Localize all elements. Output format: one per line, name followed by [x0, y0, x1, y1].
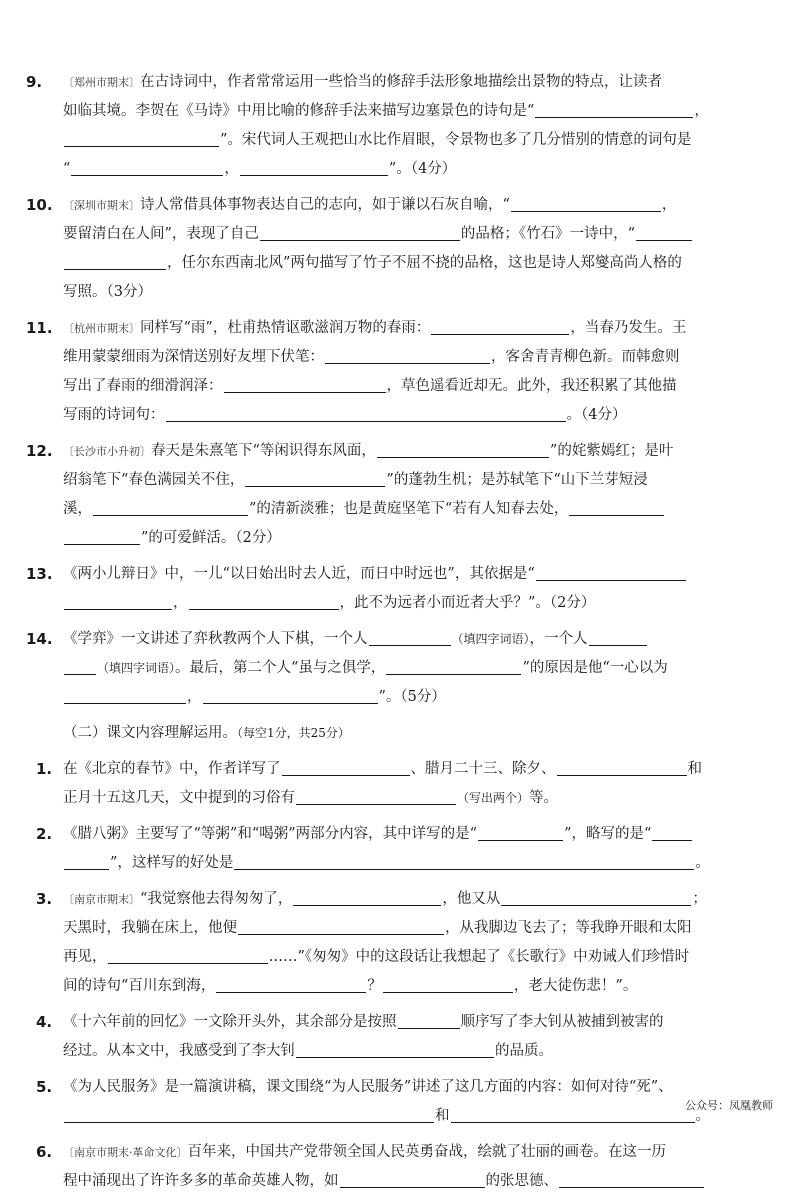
answer-blank[interactable]	[478, 839, 563, 841]
question-number: 6.	[36, 1143, 53, 1161]
answer-blank[interactable]	[64, 673, 96, 675]
question-text: ”。宋代词人王观把山水比作眉眼，令景物也多了几分惜别的情意的词句是	[220, 132, 692, 148]
question-text: 顺序写了李大钊从被捕到被害的	[460, 1014, 664, 1030]
answer-blank[interactable]	[398, 1027, 460, 1029]
source-tag: 〔深圳市期末〕	[63, 199, 140, 212]
question-text: ”的清新淡雅；也是黄庭坚笔下“若有人知春去处，	[249, 501, 569, 517]
question-text: “我觉察他去得匆匆了，	[140, 891, 293, 907]
question-text: 在《北京的春节》中，作者详写了	[63, 761, 281, 777]
question-number: 2.	[36, 825, 53, 843]
question-text: 《为人民服务》是一篇演讲稿，课文围绕“为人民服务”讲述了这几方面的内容：如何对待“死”、	[63, 1079, 673, 1095]
punctuation: ，	[224, 161, 239, 177]
answer-blank[interactable]	[383, 991, 513, 993]
answer-hint: （填四字词语）	[97, 661, 176, 675]
question-text: 的品质。	[495, 1043, 553, 1059]
punctuation: ，	[694, 103, 709, 119]
answer-blank[interactable]	[451, 1121, 695, 1123]
answer-blank[interactable]	[296, 1056, 494, 1058]
question-number: 3.	[36, 890, 53, 908]
question-number: 11.	[26, 319, 53, 337]
question-text: 天黑时，我躺在床上，他便	[63, 920, 237, 936]
question-text: 《十六年前的回忆》一文除开头外，其余部分是按照	[63, 1014, 397, 1030]
punctuation: ；	[692, 891, 707, 907]
answer-blank[interactable]	[369, 644, 451, 646]
question-text: 正月十五这几天，文中提到的习俗有	[63, 790, 295, 806]
answer-blank[interactable]	[108, 962, 268, 964]
question-14	[26, 625, 716, 712]
question-text: 溪，	[63, 501, 92, 517]
answer-blank[interactable]	[282, 774, 410, 776]
answer-blank[interactable]	[64, 543, 140, 545]
section-note: （每空1分，共25分）	[237, 726, 350, 740]
question-text: ”的可爱鲜活。（2分）	[141, 530, 281, 546]
question-text: 和	[687, 761, 702, 777]
answer-blank[interactable]	[325, 362, 490, 364]
section-heading	[36, 719, 716, 748]
punctuation: “	[63, 161, 71, 177]
punctuation: ，	[661, 197, 677, 213]
answer-blank[interactable]	[536, 579, 686, 581]
question-text: 同样写“雨”，杜甫热情讴歌滋润万物的春雨：	[140, 320, 431, 336]
question-text: ，老大徒伤悲！”。	[513, 978, 638, 994]
answer-blank[interactable]	[93, 514, 248, 516]
answer-blank[interactable]	[511, 210, 661, 212]
answer-blank[interactable]	[559, 1186, 704, 1188]
question-text: 百年来，中国共产党带领全国人民英勇奋战，绘就了壮丽的画卷。在这一历	[187, 1144, 666, 1160]
question-text: 诗人常借具体事物表达自己的志向，如于谦以石灰自喻，“	[140, 197, 510, 213]
answer-blank[interactable]	[589, 644, 647, 646]
answer-blank[interactable]	[340, 1186, 485, 1188]
answer-blank[interactable]	[71, 174, 223, 176]
question-text: 写雨的诗词句：	[63, 407, 165, 423]
answer-blank[interactable]	[260, 239, 460, 241]
question-text: 。最后，第二个人“虽与之俱学，	[175, 660, 386, 676]
punctuation: ？	[367, 978, 382, 994]
question-text: ，从我脚边飞去了；等我睁开眼和太阳	[445, 920, 692, 936]
source-tag: 〔郑州市期末〕	[63, 76, 140, 89]
question-text: 写出了春雨的细滑润泽：	[63, 378, 223, 394]
punctuation: ，	[187, 689, 202, 705]
answer-blank[interactable]	[501, 904, 691, 906]
question-9	[26, 68, 716, 184]
question-text: 程中涌现出了许许多多的革命英雄人物，如	[63, 1173, 339, 1189]
question-text: ，此不为远者小而近者大乎？”。（2分）	[339, 595, 596, 611]
question-text: 维用蒙蒙细雨为深情送别好友埋下伏笔：	[63, 349, 324, 365]
answer-hint: （写出两个）	[457, 791, 530, 805]
question-text: ”。（5分）	[378, 689, 446, 705]
answer-blank[interactable]	[189, 608, 339, 610]
source-tag: 〔长沙市小升初〕	[63, 445, 151, 458]
source-tag: 〔杭州市期末〕	[63, 322, 140, 335]
question-text: ”的蓬勃生机；是苏轼笔下“山下兰芽短浸	[386, 472, 648, 488]
source-tag: 〔南京市期末〕	[63, 893, 140, 906]
answer-blank[interactable]	[64, 145, 219, 147]
answer-blank[interactable]	[64, 268, 166, 270]
answer-hint: （填四字词语）	[451, 632, 530, 646]
question-12	[26, 437, 716, 553]
answer-blank[interactable]	[557, 774, 687, 776]
question-text: ”，这样写的好处是	[110, 855, 234, 871]
question-text: 如临其境。李贺在《马诗》中用比喻的修辞手法来描写边塞景色的诗句是“	[63, 103, 535, 119]
question-s4	[36, 1008, 716, 1066]
question-text: ，草色遥看近却无。此外，我还积累了其他描	[386, 378, 677, 394]
answer-blank[interactable]	[245, 485, 385, 487]
question-number: 9.	[26, 73, 43, 91]
answer-blank[interactable]	[240, 174, 388, 176]
question-text: 《学弈》一文讲述了弈秋教两个人下棋，一个人	[63, 631, 368, 647]
question-text: ”的姹紫嫣红；是叶	[549, 443, 674, 459]
question-text: ，客舍青青柳色新。而韩愈则	[491, 349, 680, 365]
question-number: 12.	[26, 442, 53, 460]
question-number: 13.	[26, 565, 53, 583]
question-text: ”的原因是他“一心以为	[522, 660, 668, 676]
question-text: ，一个人	[529, 631, 588, 647]
question-text: ”，略写的是“	[564, 826, 652, 842]
answer-blank[interactable]	[166, 420, 566, 422]
answer-blank[interactable]	[64, 1121, 434, 1123]
answer-blank[interactable]	[377, 456, 549, 458]
answer-blank[interactable]	[64, 868, 109, 870]
source-tag: 〔南京市期末·革命文化〕	[63, 1146, 188, 1159]
question-text: 的张思德、	[485, 1173, 558, 1189]
question-number: 4.	[36, 1013, 53, 1031]
answer-blank[interactable]	[386, 673, 521, 675]
question-text: 《腊八粥》主要写了“等粥”和“喝粥”两部分内容，其中详写的是“	[63, 826, 478, 842]
answer-blank[interactable]	[636, 239, 692, 241]
question-number: 10.	[26, 196, 53, 214]
question-text: 再见，	[63, 949, 107, 965]
answer-blank[interactable]	[216, 991, 366, 993]
question-s6	[36, 1138, 716, 1196]
answer-blank[interactable]	[224, 391, 386, 393]
question-text: 。（4分）	[566, 407, 627, 423]
question-13	[26, 560, 716, 618]
question-text: ，当春乃发生。王	[570, 320, 687, 336]
question-text: ，他又从	[442, 891, 501, 907]
question-number: 1.	[36, 760, 53, 778]
answer-blank[interactable]	[569, 514, 664, 516]
question-text: 绍翁笔下“春色满园关不住，	[63, 472, 245, 488]
answer-blank[interactable]	[535, 116, 693, 118]
question-text: 在古诗词中，作者常常运用一些恰当的修辞手法形象地描绘出景物的特点，让读者	[140, 74, 662, 90]
answer-blank[interactable]	[234, 868, 694, 870]
answer-blank[interactable]	[203, 702, 378, 704]
question-text: 等。	[529, 790, 559, 806]
question-text: ，任尔东西南北风”两句描写了竹子不屈不挠的品格，这也是诗人郑燮高尚人格的	[167, 255, 682, 271]
question-text: ……”《匆匆》中的这段话让我想起了《长歌行》中劝诫人们珍惜时	[268, 949, 690, 965]
question-text: 写照。（3分）	[63, 284, 152, 300]
question-11	[26, 314, 716, 430]
question-text: 经过。从本文中，我感受到了李大钊	[63, 1043, 295, 1059]
question-text: 和	[435, 1108, 450, 1124]
section-title: （二）课文内容理解运用。	[63, 725, 237, 741]
answer-blank[interactable]	[431, 333, 569, 335]
question-text: 、腊月二十三、除夕、	[410, 761, 556, 777]
question-text: 间的诗句“百川东到海，	[63, 978, 216, 994]
answer-blank[interactable]	[238, 933, 444, 935]
punctuation: 。	[695, 1108, 710, 1124]
punctuation: 。	[695, 855, 710, 871]
question-number: 14.	[26, 630, 53, 648]
punctuation: ，	[173, 595, 188, 611]
question-s5	[36, 1073, 716, 1131]
answer-blank[interactable]	[296, 803, 456, 805]
question-text: 的品格；《竹石》一诗中，“	[460, 226, 636, 242]
answer-blank[interactable]	[293, 904, 441, 906]
answer-blank[interactable]	[64, 702, 186, 704]
question-list	[26, 68, 716, 1203]
question-s3	[36, 885, 716, 1001]
question-text: 《两小儿辩日》中，一儿“以日始出时去人近，而日中时远也”，其依据是“	[63, 566, 535, 582]
question-text: 要留清白在人间”，表现了自己	[63, 226, 259, 242]
question-text: ”。（4分）	[388, 161, 457, 177]
question-text: 春天是朱熹笔下“等闲识得东风面，	[151, 443, 376, 459]
question-s2	[36, 820, 716, 878]
question-s1	[36, 755, 716, 813]
question-10	[26, 191, 716, 307]
footer-watermark: 公众号：凤凰教师	[685, 1099, 773, 1112]
answer-blank[interactable]	[64, 608, 172, 610]
question-number: 5.	[36, 1078, 53, 1096]
answer-blank[interactable]	[652, 839, 692, 841]
